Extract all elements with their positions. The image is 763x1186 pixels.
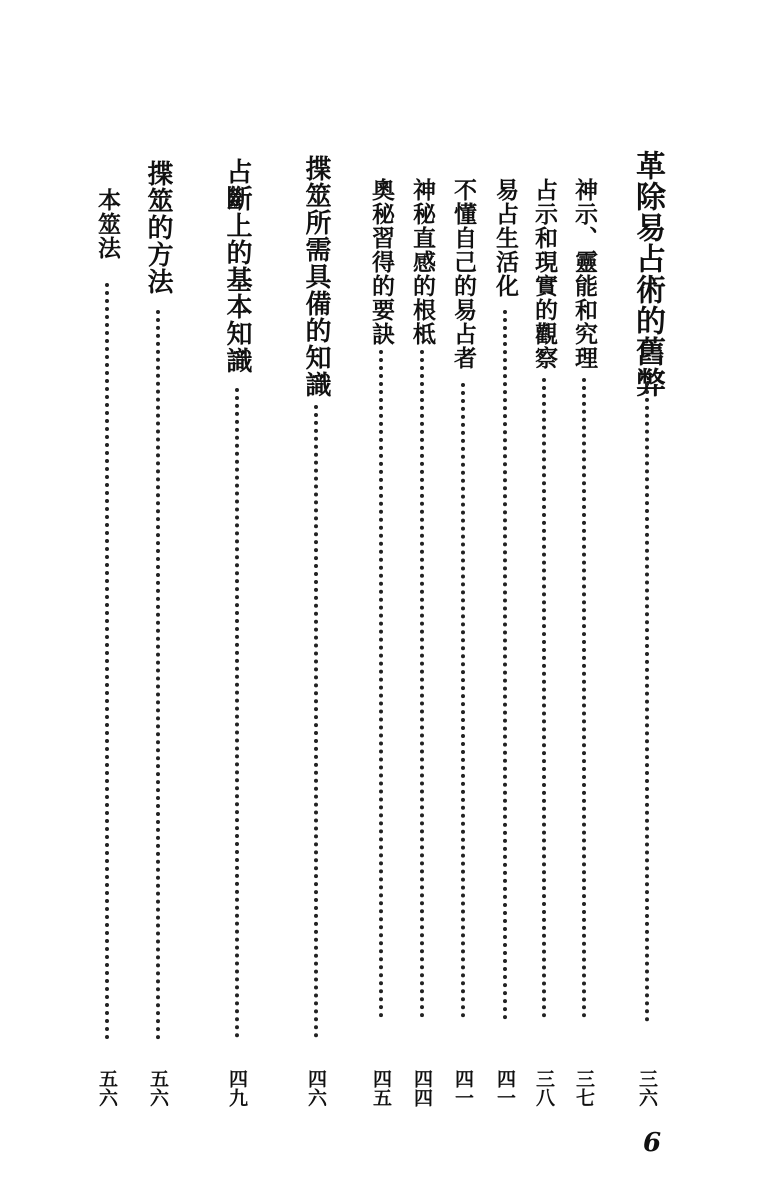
toc-entry-title: 神示、靈能和究理 bbox=[571, 178, 598, 370]
toc-entry-title: 奧秘習得的要訣 bbox=[368, 178, 395, 346]
toc-entry-title: 神秘直感的根柢 bbox=[409, 178, 436, 346]
toc-entry-page: 三七 bbox=[573, 1069, 595, 1107]
page-number: 6 bbox=[643, 1128, 662, 1158]
toc-entry bbox=[405, 178, 439, 1108]
toc-entry-title: 易占生活化 bbox=[492, 178, 519, 298]
toc-entry-title: 揲筮的方法 bbox=[143, 160, 173, 295]
toc-entry bbox=[364, 178, 398, 1108]
toc-leader-dots bbox=[645, 382, 649, 1022]
toc-leader-dots bbox=[379, 350, 383, 1018]
toc-entry bbox=[488, 178, 522, 1108]
toc-leader-dots bbox=[105, 283, 109, 1040]
toc-entry-page: 四四 bbox=[411, 1069, 433, 1107]
toc-entry-page: 五六 bbox=[147, 1069, 169, 1107]
toc-entry bbox=[141, 160, 175, 1115]
toc-entry-page: 四一 bbox=[494, 1069, 516, 1107]
toc-entry-title: 本筮法 bbox=[94, 188, 121, 260]
toc-entry-title: 占斷上的基本知識 bbox=[222, 158, 252, 374]
toc-entry bbox=[567, 178, 601, 1108]
toc-entry-title: 揲筮所需具備的知識 bbox=[301, 155, 331, 398]
toc-leader-dots bbox=[420, 350, 424, 1018]
toc-entry-page: 三八 bbox=[533, 1069, 555, 1107]
toc-entry bbox=[630, 150, 664, 1120]
toc-leader-dots bbox=[235, 388, 239, 1038]
toc-leader-dots bbox=[503, 310, 507, 1020]
toc-entry bbox=[299, 155, 333, 1115]
toc-entry-title: 占示和現實的觀察 bbox=[531, 178, 558, 370]
toc-entry-title: 革除易占術的舊弊 bbox=[630, 150, 665, 398]
toc-entry-page: 四九 bbox=[226, 1069, 248, 1107]
toc-entry bbox=[446, 178, 480, 1108]
toc-entry bbox=[90, 188, 124, 1113]
toc-leader-dots bbox=[542, 378, 546, 1018]
toc-entry-page: 四六 bbox=[305, 1069, 327, 1107]
toc-leader-dots bbox=[461, 383, 465, 1018]
toc-entry-page: 四一 bbox=[452, 1069, 474, 1107]
toc-leader-dots bbox=[156, 310, 160, 1040]
toc-leader-dots bbox=[314, 405, 318, 1038]
toc-entry-title: 不懂自己的易占者 bbox=[450, 178, 477, 370]
toc-leader-dots bbox=[582, 378, 586, 1018]
toc-entry-page: 三六 bbox=[636, 1069, 658, 1107]
toc-entry bbox=[527, 178, 561, 1108]
toc-entry-page: 五六 bbox=[96, 1069, 118, 1107]
toc-entry bbox=[220, 158, 254, 1113]
toc-entry-page: 四五 bbox=[370, 1069, 392, 1107]
